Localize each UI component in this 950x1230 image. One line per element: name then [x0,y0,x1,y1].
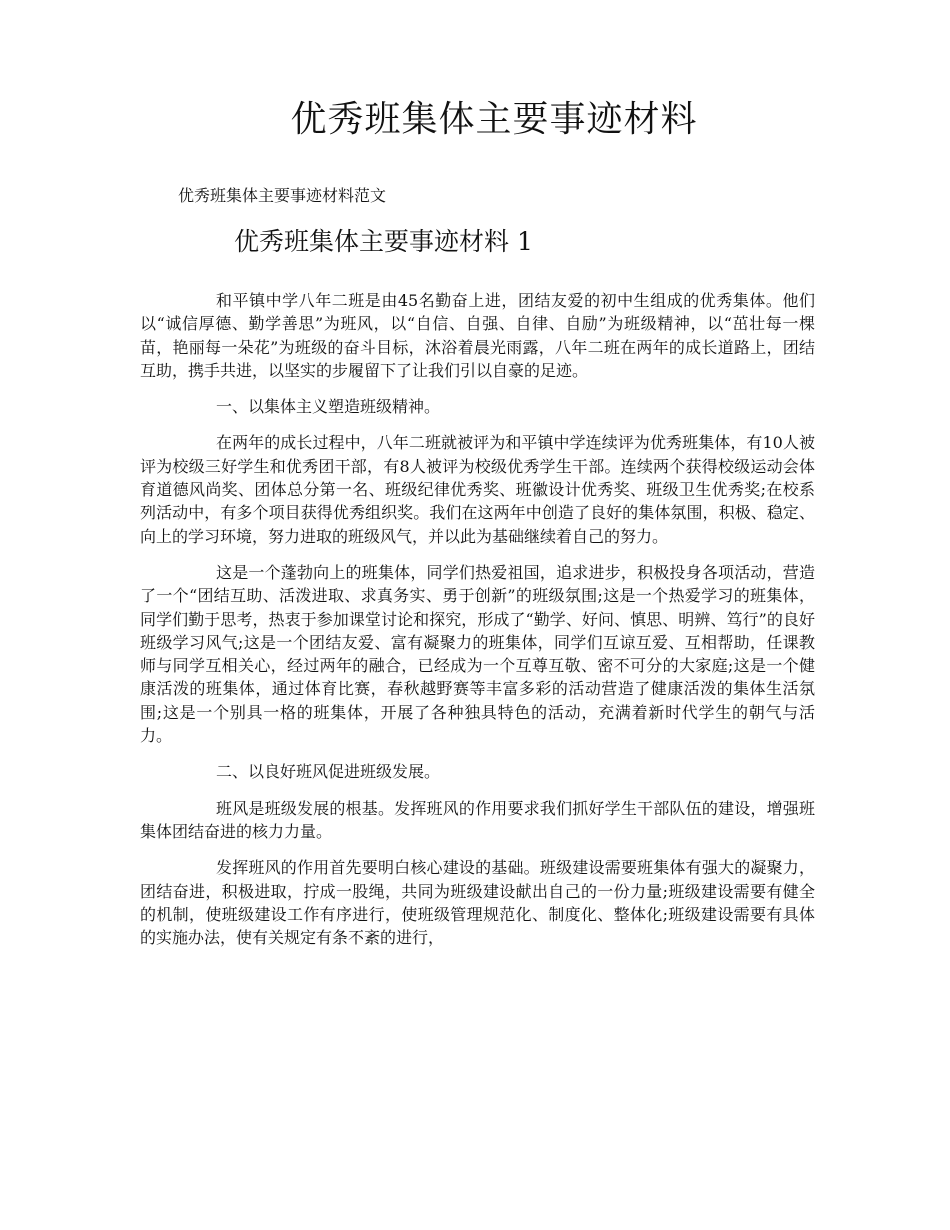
paragraph-core-building: 发挥班风的作用首先要明白核心建设的基础。班级建设需要班集体有强大的凝聚力，团结奋进，积极进取，拧成一股绳，共同为班级建设献出自己的一份力量;班级建设需要有健全的机制，使班级建设工作有序进行，使班级管理规范化、制度化、整体化;班级建设需要有具体的实施办法，使有关规定有条不紊的进行， [140,858,815,948]
paragraph-class-character: 这是一个蓬勃向上的班集体，同学们热爱祖国，追求进步，积极投身各项活动，营造了一个“团结互助、活泼进取、求真务实、勇于创新”的班级氛围;这是一个热爱学习的班集体，同学们勤于思考，热衷于参加课堂讨论和探究，形成了“勤学、好问、慎思、明辨、笃行”的良好班级学习风气;这是一个团结友爱、富有凝聚力的班集体，同学们互谅互爱、互相帮助，任课教师与同学互相关心，经过两年的融合，已经成为一个互尊互敬、密不可分的大家庭;这是一个健康活泼的班集体，通过体育比赛，春秋越野赛等丰富多彩的活动营造了健康活泼的集体生活氛围;这是一个别具一格的班集体，开展了各种独具特色的活动，充满着新时代学生的朝气与活力。 [140,562,815,746]
section-title: 优秀班集体主要事迹材料 1 [234,227,533,256]
heading-section-two: 二、以良好班风促进班级发展。 [216,762,441,782]
paragraph-achievements: 在两年的成长过程中，八年二班就被评为和平镇中学连续评为优秀班集体，有10人被评为校级三好学生和优秀团干部，有8人被评为校级优秀学生干部。连续两个获得校级运动会体育道德风尚奖、团体总分第一名、班级纪律优秀奖、班徽设计优秀奖、班级卫生优秀奖;在校系列活动中，有多个项目获得优秀组织奖。我们在这两年中创造了良好的集体氛围，积极、稳定、向上的学习环境，努力进取的班级风气，并以此为基础继续着自己的努力。 [140,433,815,546]
heading-section-one: 一、以集体主义塑造班级精神。 [216,397,441,417]
document-subtitle: 优秀班集体主要事迹材料范文 [178,186,387,205]
document-body [140,289,815,962]
document-title: 优秀班集体主要事迹材料 [290,99,698,140]
paragraph-intro: 和平镇中学八年二班是由45名勤奋上进，团结友爱的初中生组成的优秀集体。他们以“诚信厚德、勤学善思”为班风，以“自信、自强、自律、自励”为班级精神，以“茁壮每一棵苗，艳丽每一朵花”为班级的奋斗目标，沐浴着晨光雨露，八年二班在两年的成长道路上，团结互助，携手共进，以坚实的步履留下了让我们引以自豪的足迹。 [140,291,815,380]
paragraph-class-style: 班风是班级发展的根基。发挥班风的作用要求我们抓好学生干部队伍的建设，增强班集体团结奋进的核力力量。 [140,798,815,841]
